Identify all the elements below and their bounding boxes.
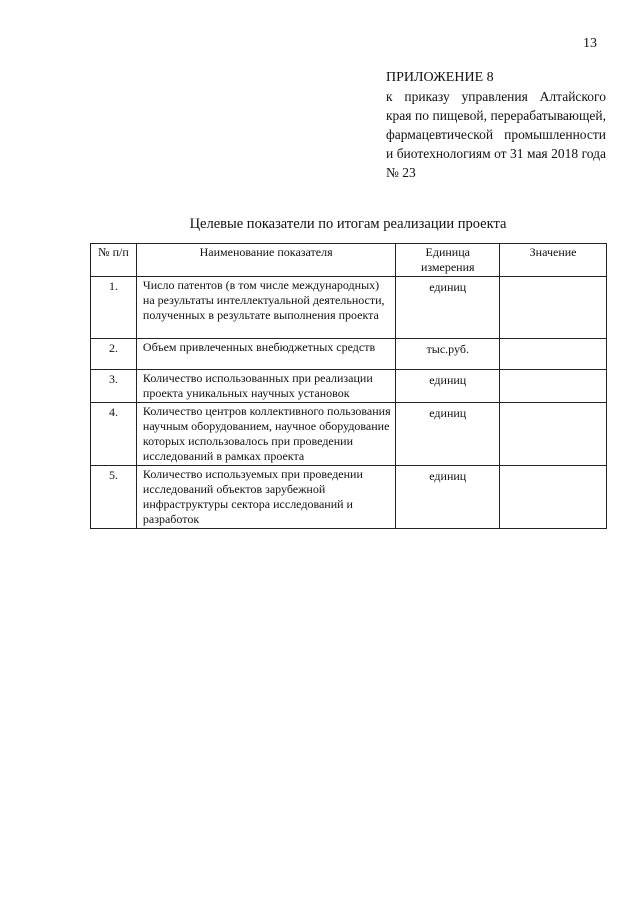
row-num: 3. <box>91 370 137 403</box>
header-value: Значение <box>500 244 607 277</box>
row-name: Количество использованных при реализации проекта уникальных научных установок <box>136 370 395 403</box>
row-unit: единиц <box>396 466 500 529</box>
row-value <box>500 370 607 403</box>
row-name: Количество используемых при проведении исследований объектов зарубежной инфраструктуры сектора исследований и разработок <box>136 466 395 529</box>
row-value <box>500 466 607 529</box>
row-name: Число патентов (в том числе международных) на результаты интеллектуальной деятельности, полученных в результате выполнения проекта <box>136 277 395 339</box>
table-header-row <box>91 244 607 277</box>
table-row <box>91 466 607 529</box>
row-value <box>500 277 607 339</box>
row-value <box>500 339 607 370</box>
row-unit: единиц <box>396 370 500 403</box>
appendix-block <box>386 68 606 182</box>
row-unit: единиц <box>396 277 500 339</box>
appendix-body: к приказу управления Алтайского края по пищевой, перерабатывающей, фармацевтической промышленности и биотехнологиям от 31 мая 2018 года № 23 <box>386 89 606 180</box>
row-num: 4. <box>91 403 137 466</box>
header-num: № п/п <box>91 244 137 277</box>
page-number: 13 <box>583 36 597 51</box>
appendix-title: ПРИЛОЖЕНИЕ 8 <box>386 70 494 85</box>
row-num: 2. <box>91 339 137 370</box>
header-unit: Единица измерения <box>396 244 500 277</box>
row-value <box>500 403 607 466</box>
row-unit: единиц <box>396 403 500 466</box>
indicators-table <box>90 243 607 529</box>
table-row <box>91 339 607 370</box>
table-row <box>91 403 607 466</box>
table-title: Целевые показатели по итогам реализации проекта <box>189 216 507 232</box>
table-row <box>91 277 607 339</box>
row-name: Количество центров коллективного пользования научным оборудованием, научное оборудование которых использовалось при проведении исследований в рамках проекта <box>136 403 395 466</box>
header-name: Наименование показателя <box>136 244 395 277</box>
table-row <box>91 370 607 403</box>
row-num: 1. <box>91 277 137 339</box>
row-unit: тыс.руб. <box>396 339 500 370</box>
row-name: Объем привлеченных внебюджетных средств <box>136 339 395 370</box>
row-num: 5. <box>91 466 137 529</box>
